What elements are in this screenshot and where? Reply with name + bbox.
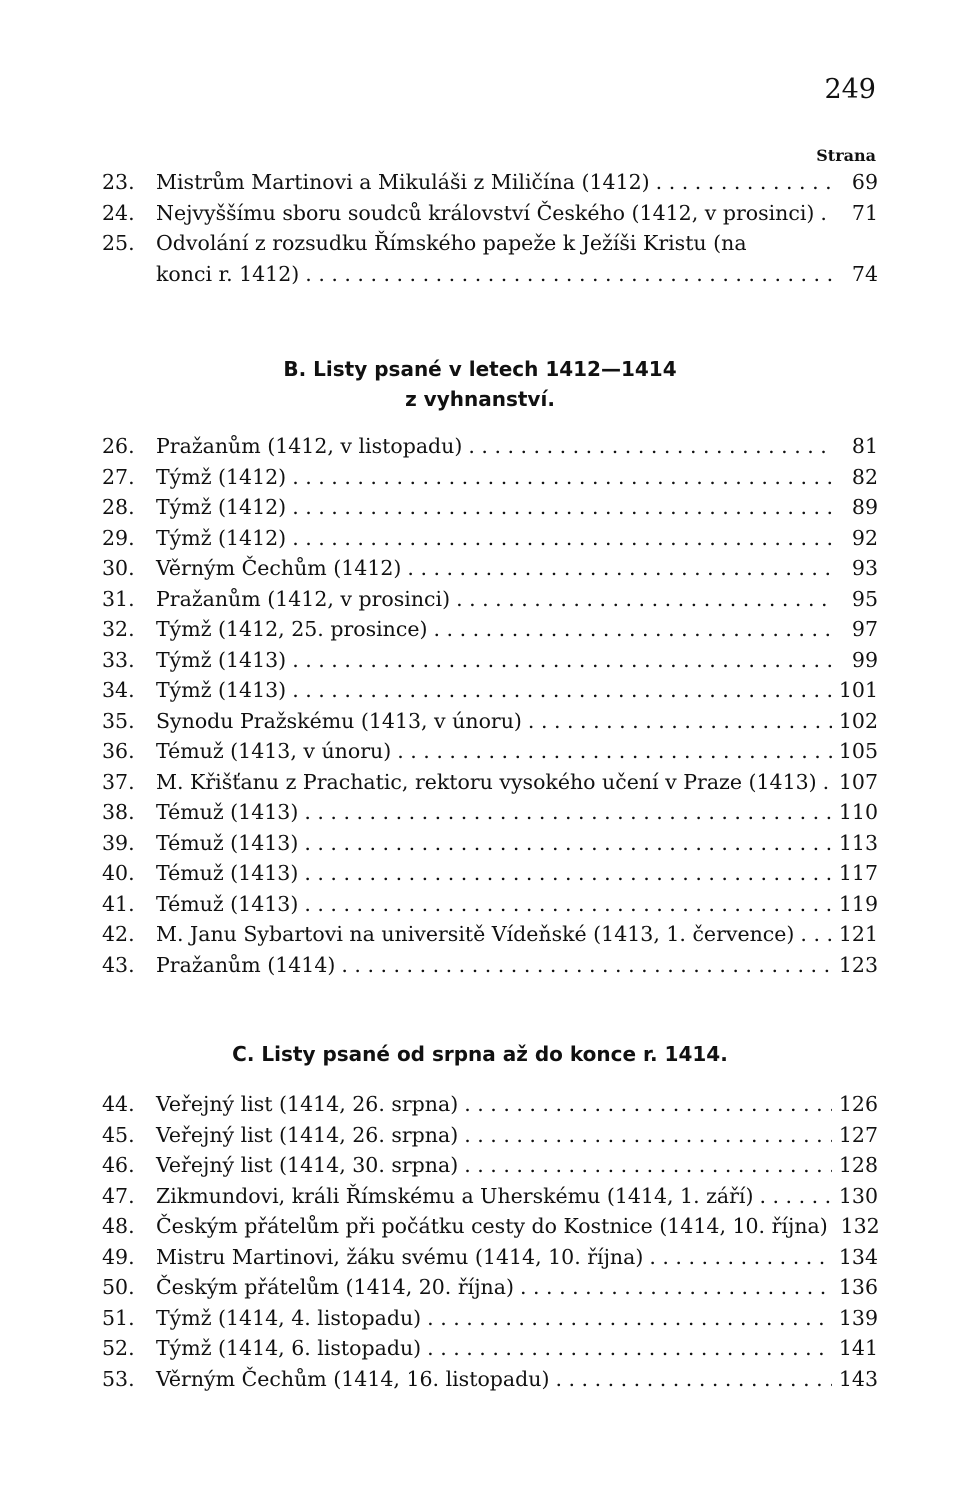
- entry-title: Pražanům (1412, v listopadu): [156, 434, 463, 458]
- toc-entry: [102, 800, 878, 831]
- entry-number: 36.: [102, 739, 135, 763]
- dot-leader: [800, 922, 832, 946]
- toc-entry: [102, 770, 878, 801]
- page-number: 249: [824, 74, 876, 105]
- entry-number: 28.: [102, 495, 135, 519]
- entry-number: 46.: [102, 1153, 135, 1177]
- entry-page: 121: [838, 922, 878, 946]
- entry-page: 136: [838, 1275, 878, 1299]
- entry-page: 110: [838, 800, 878, 824]
- entry-title: Týmž (1413): [156, 647, 287, 672]
- entry-number: 23.: [102, 170, 135, 194]
- dot-leader: [292, 465, 832, 489]
- entry-title: Veřejný list (1414, 30. srpna): [156, 1153, 459, 1177]
- dot-leader: [304, 831, 832, 855]
- entry-number: 24.: [102, 200, 135, 225]
- entry-page: 81: [851, 434, 878, 458]
- dot-leader: [520, 1275, 832, 1299]
- entry-title: Týmž (1413): [156, 678, 287, 702]
- dot-leader: [464, 1092, 832, 1116]
- entry-page: 143: [838, 1366, 878, 1391]
- entry-title: Témuž (1413): [156, 800, 299, 824]
- dot-leader: [456, 587, 832, 611]
- toc-entry: [102, 861, 878, 892]
- section-heading-c: C. Listy psané od srpna až do konce r. 1414.: [232, 1042, 728, 1066]
- entry-title: Zikmundovi, králi Římskému a Uherskému (1414, 1. září): [156, 1183, 754, 1208]
- entry-number: 33.: [102, 647, 135, 672]
- entry-title: Témuž (1413, v únoru): [156, 739, 392, 763]
- toc-entry: [102, 953, 878, 984]
- entry-page: 93: [851, 556, 878, 580]
- entry-page: 132: [840, 1214, 880, 1238]
- entry-page: 69: [851, 170, 878, 194]
- toc-entry: [102, 739, 878, 770]
- section-heading-b-subtitle: z vyhnanství.: [405, 387, 555, 411]
- toc-block-a: [102, 170, 878, 292]
- entry-page: 97: [851, 617, 878, 641]
- toc-entry: [102, 1214, 878, 1245]
- toc-entry: [102, 526, 878, 557]
- entry-title: Veřejný list (1414, 26. srpna): [156, 1122, 459, 1147]
- dot-leader: [464, 1123, 832, 1147]
- entry-page: 92: [851, 525, 878, 550]
- entry-page: 130: [838, 1183, 878, 1208]
- dot-leader: [304, 800, 832, 824]
- entry-page: 99: [851, 647, 878, 672]
- entry-title: Týmž (1412): [156, 525, 287, 550]
- toc-entry: [102, 262, 878, 293]
- toc-entry: [102, 465, 878, 496]
- dot-leader: [468, 434, 832, 458]
- entry-page: 139: [838, 1305, 878, 1330]
- entry-page: 89: [851, 495, 878, 519]
- dot-leader: [341, 953, 832, 977]
- toc-entry: [102, 831, 878, 862]
- toc-entry: [102, 709, 878, 740]
- entry-number: 44.: [102, 1092, 135, 1116]
- toc-entry: [102, 648, 878, 679]
- entry-page: 127: [838, 1122, 878, 1147]
- entry-number: 29.: [102, 525, 135, 550]
- dot-leader: [528, 709, 832, 733]
- entry-page: 107: [838, 769, 878, 794]
- toc-entry: [102, 231, 878, 262]
- entry-title: Pražanům (1414): [156, 952, 336, 977]
- entry-title: Týmž (1412): [156, 464, 287, 489]
- entry-title: Synodu Pražskému (1413, v únoru): [156, 708, 522, 733]
- entry-title: Témuž (1413): [156, 830, 299, 855]
- dot-leader: [555, 1367, 832, 1391]
- entry-title: Odvolání z rozsudku Římského papeže k Ježíši Kristu (na: [156, 231, 747, 255]
- entry-title: Týmž (1412, 25. prosince): [156, 617, 428, 641]
- entry-page: 126: [838, 1092, 878, 1116]
- entry-number: 50.: [102, 1275, 135, 1299]
- toc-entry: [102, 1123, 878, 1154]
- entry-number: 32.: [102, 617, 135, 641]
- dot-leader: [304, 861, 832, 885]
- entry-page: 113: [838, 830, 878, 855]
- entry-number: 31.: [102, 586, 135, 611]
- toc-entry: [102, 1275, 878, 1306]
- entry-number: 43.: [102, 952, 135, 977]
- entry-number: 53.: [102, 1366, 135, 1391]
- dot-leader: [292, 678, 832, 702]
- entry-number: 41.: [102, 891, 135, 916]
- section-heading-b: B. Listy psané v letech 1412—1414: [283, 357, 677, 381]
- entry-page: 123: [838, 952, 878, 977]
- entry-title: Nejvyššímu sboru soudců království Českého (1412, v prosinci): [156, 200, 815, 225]
- toc-entry: [102, 1184, 878, 1215]
- dot-leader: [464, 1153, 832, 1177]
- toc-entry: [102, 892, 878, 923]
- entry-number: 39.: [102, 830, 135, 855]
- entry-number: 35.: [102, 708, 135, 733]
- dot-leader: [649, 1245, 832, 1269]
- page-column-label: Strana: [816, 146, 876, 165]
- dot-leader: [305, 262, 832, 286]
- entry-page: 102: [838, 708, 878, 733]
- entry-title: M. Janu Sybartovi na universitě Vídeňské (1413, 1. července): [156, 922, 795, 946]
- dot-leader: [434, 617, 833, 641]
- entry-number: 30.: [102, 556, 135, 580]
- entry-title: Týmž (1414, 4. listopadu): [156, 1305, 422, 1330]
- entry-page: 128: [838, 1153, 878, 1177]
- entry-title: Témuž (1413): [156, 891, 299, 916]
- entry-title: Týmž (1412): [156, 495, 287, 519]
- dot-leader: [656, 170, 832, 194]
- entry-title: Týmž (1414, 6. listopadu): [156, 1336, 422, 1360]
- entry-page: 105: [838, 739, 878, 763]
- toc-entry: [102, 170, 878, 201]
- entry-number: 51.: [102, 1305, 135, 1330]
- entry-title: Věrným Čechům (1414, 16. listopadu): [156, 1366, 550, 1391]
- dot-leader: [292, 526, 832, 550]
- entry-number: 45.: [102, 1122, 135, 1147]
- entry-title: Veřejný list (1414, 26. srpna): [156, 1092, 459, 1116]
- entry-title: Věrným Čechům (1412): [156, 556, 402, 580]
- toc-entry: [102, 1092, 878, 1123]
- entry-number: 48.: [102, 1214, 135, 1238]
- toc-block-c: [102, 1092, 878, 1397]
- toc-entry: [102, 587, 878, 618]
- toc-entry: [102, 434, 878, 465]
- entry-page: 82: [851, 464, 878, 489]
- toc-entry: [102, 495, 878, 526]
- dot-leader: [759, 1184, 832, 1208]
- toc-entry: [102, 1336, 878, 1367]
- toc-block-b: [102, 434, 878, 983]
- toc-entry: [102, 922, 878, 953]
- entry-number: 42.: [102, 922, 135, 946]
- dot-leader: [427, 1306, 832, 1330]
- entry-title: konci r. 1412): [156, 261, 300, 286]
- dot-leader: [407, 556, 832, 580]
- toc-entry: [102, 678, 878, 709]
- entry-title: Mistrům Martinovi a Mikuláši z Miličína (1412): [156, 170, 650, 194]
- entry-number: 52.: [102, 1336, 135, 1360]
- entry-number: 38.: [102, 800, 135, 824]
- entry-page: 141: [838, 1336, 878, 1360]
- entry-page: 101: [838, 678, 878, 702]
- entry-number: 49.: [102, 1244, 135, 1269]
- entry-number: 34.: [102, 678, 135, 702]
- dot-leader: [304, 892, 832, 916]
- dot-leader: [292, 495, 832, 519]
- dot-leader: [823, 770, 832, 794]
- entry-title: M. Křišťanu z Prachatic, rektoru vysokého učení v Praze (1413): [156, 769, 817, 794]
- entry-page: 117: [838, 861, 878, 885]
- dot-leader: [820, 201, 832, 225]
- entry-number: 37.: [102, 769, 135, 794]
- toc-entry: [102, 1367, 878, 1398]
- entry-title: Pražanům (1412, v prosinci): [156, 586, 451, 611]
- toc-entry: [102, 1153, 878, 1184]
- entry-number: 27.: [102, 464, 135, 489]
- entry-title: Českým přátelům při počátku cesty do Kostnice (1414, 10. října): [156, 1214, 828, 1238]
- dot-leader: [427, 1336, 832, 1360]
- entry-title: Mistru Martinovi, žáku svému (1414, 10. října): [156, 1244, 644, 1269]
- entry-page: 74: [851, 261, 878, 286]
- entry-number: 47.: [102, 1183, 135, 1208]
- entry-page: 71: [851, 200, 878, 225]
- toc-entry: [102, 617, 878, 648]
- dot-leader: [292, 648, 832, 672]
- entry-page: 119: [838, 891, 878, 916]
- entry-page: 134: [838, 1244, 878, 1269]
- entry-title: Témuž (1413): [156, 861, 299, 885]
- toc-entry: [102, 1245, 878, 1276]
- toc-entry: [102, 1306, 878, 1337]
- toc-entry: [102, 201, 878, 232]
- entry-number: 25.: [102, 231, 135, 255]
- dot-leader: [397, 739, 832, 763]
- toc-entry: [102, 556, 878, 587]
- entry-number: 26.: [102, 434, 135, 458]
- entry-page: 95: [851, 586, 878, 611]
- entry-number: 40.: [102, 861, 135, 885]
- entry-title: Českým přátelům (1414, 20. října): [156, 1275, 514, 1299]
